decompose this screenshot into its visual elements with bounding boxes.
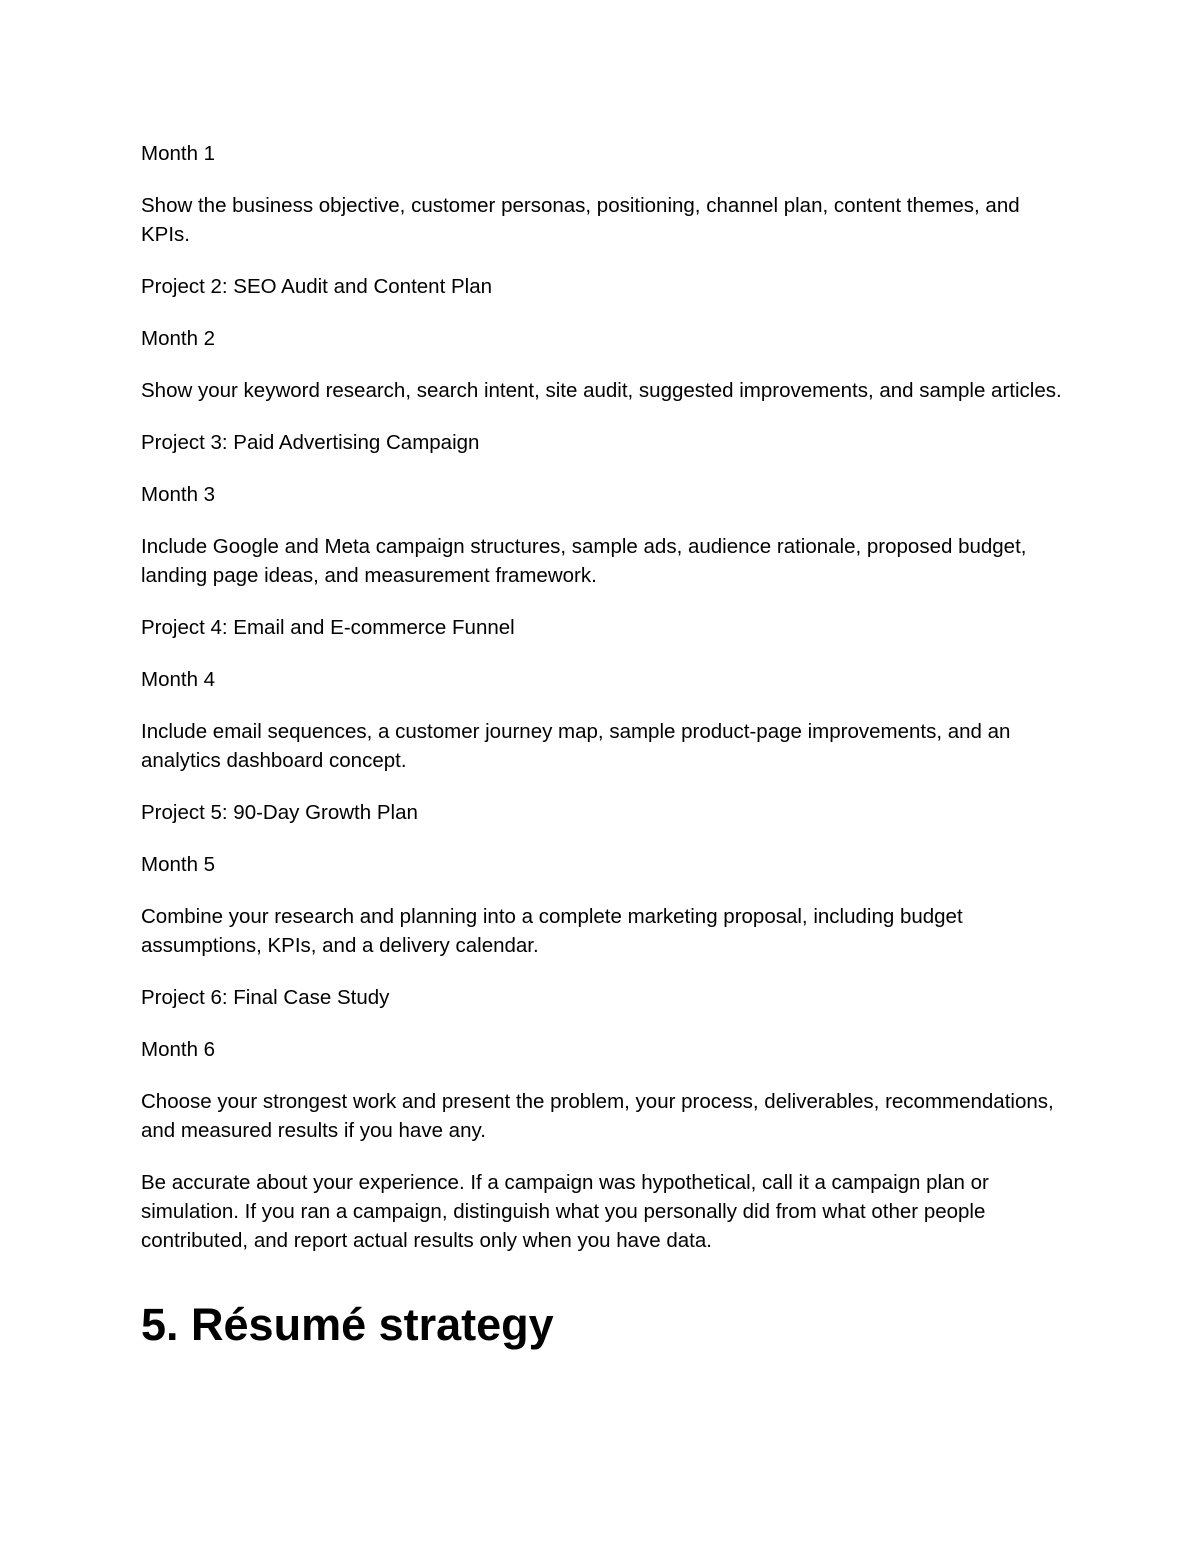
- section-heading: 5. Résumé strategy: [141, 1299, 554, 1350]
- project-5-title: Project 5: 90-Day Growth Plan: [141, 801, 418, 824]
- month-1-label: Month 1: [141, 142, 216, 165]
- project-4-title: Project 4: Email and E-commerce Funnel: [141, 616, 515, 639]
- project-2-title: Project 2: SEO Audit and Content Plan: [141, 275, 492, 298]
- month-1-description: Show the business objective, customer personas, positioning, channel plan, content themes, and KPIs.: [141, 194, 1020, 246]
- accuracy-note: Be accurate about your experience. If a campaign was hypothetical, call it a campaign plan or simulation. If you ran a campaign, distinguish what you personally did from what other people contributed, and report actual results only when you have data.: [141, 1171, 989, 1252]
- month-5-label: Month 5: [141, 853, 216, 876]
- month-6-description: Choose your strongest work and present the problem, your process, deliverables, recommendations, and measured results if you have any.: [141, 1090, 1054, 1142]
- month-2-label: Month 2: [141, 327, 216, 350]
- month-3-description: Include Google and Meta campaign structures, sample ads, audience rationale, proposed budget, landing page ideas, and measurement framework.: [141, 535, 1027, 587]
- month-2-description: Show your keyword research, search intent, site audit, suggested improvements, and sample articles.: [141, 379, 1062, 402]
- project-6-title: Project 6: Final Case Study: [141, 986, 390, 1009]
- document-body: [141, 139, 1066, 1353]
- month-4-description: Include email sequences, a customer journey map, sample product-page improvements, and an analytics dashboard concept.: [141, 720, 1011, 772]
- month-5-description: Combine your research and planning into a complete marketing proposal, including budget assumptions, KPIs, and a delivery calendar.: [141, 905, 963, 957]
- month-3-label: Month 3: [141, 483, 216, 506]
- month-4-label: Month 4: [141, 668, 216, 691]
- project-3-title: Project 3: Paid Advertising Campaign: [141, 431, 480, 454]
- month-6-label: Month 6: [141, 1038, 216, 1061]
